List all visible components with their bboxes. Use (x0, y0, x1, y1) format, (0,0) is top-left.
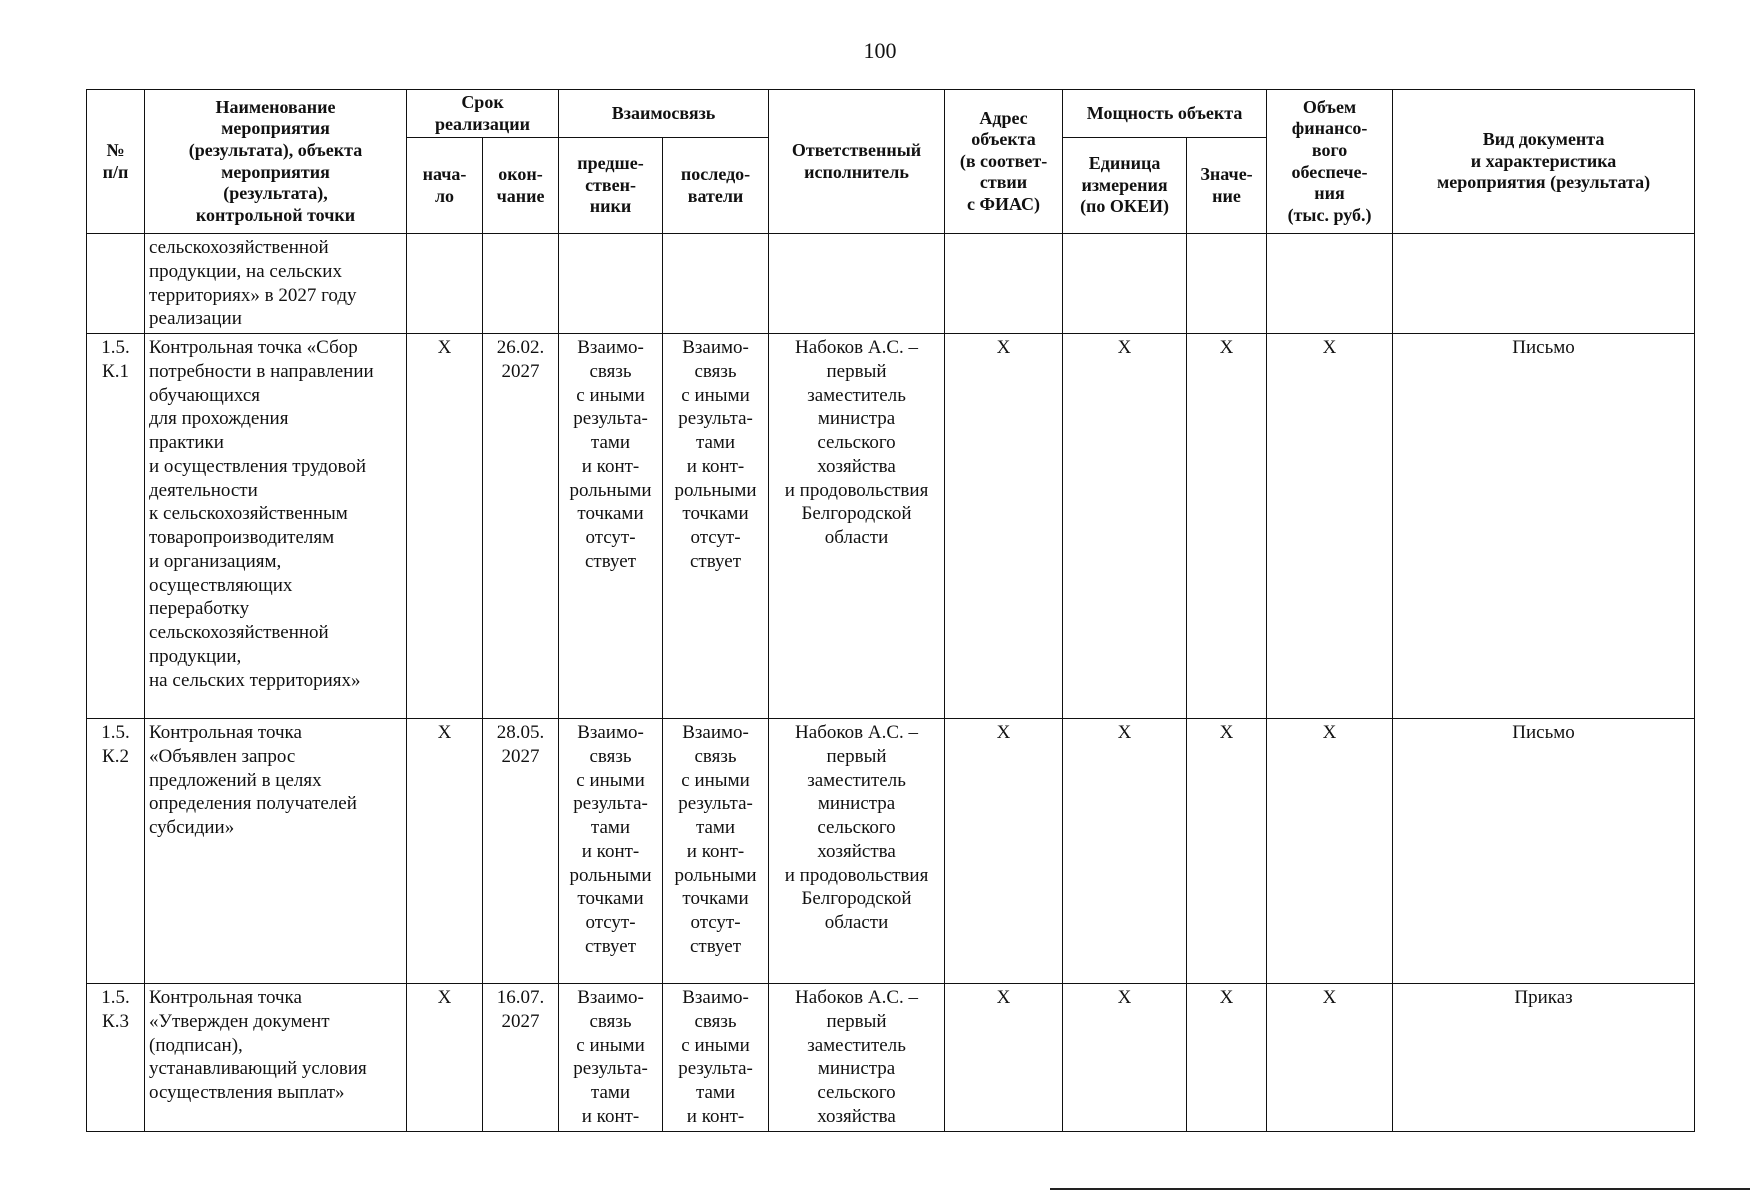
cell-num: 1.5. К.2 (87, 719, 145, 984)
page-number: 100 (863, 38, 897, 63)
header-num: № п/п (87, 90, 145, 234)
header-term: Срок реализации (407, 90, 559, 138)
cell-responsible: Набоков А.С. – первый заместитель министра сельского хозяйства (769, 984, 945, 1132)
cell-unit: Х (1063, 719, 1187, 984)
cell-successors: Взаимо- связь с иными результа- тами и конт- рольными точками отсут- ствует (663, 334, 769, 719)
plan-table (86, 89, 1695, 1132)
scan-edge-line (1050, 1188, 1750, 1190)
cell-value (1187, 234, 1267, 334)
header-address: Адрес объекта (в соответ- ствии с ФИАС) (945, 90, 1063, 234)
cell-responsible: Набоков А.С. – первый заместитель министра сельского хозяйства и продовольствия Белгородской области (769, 719, 945, 984)
header-value: Значе- ние (1187, 138, 1267, 234)
cell-start: Х (407, 334, 483, 719)
cell-unit: Х (1063, 984, 1187, 1132)
header-responsible: Ответственный исполнитель (769, 90, 945, 234)
cell-successors: Взаимо- связь с иными результа- тами и конт- рольными точками отсут- ствует (663, 719, 769, 984)
header-predecessors: предше- ствен- ники (559, 138, 663, 234)
cell-responsible: Набоков А.С. – первый заместитель министра сельского хозяйства и продовольствия Белгородской области (769, 334, 945, 719)
cell-finance: Х (1267, 984, 1393, 1132)
cell-end: 28.05. 2027 (483, 719, 559, 984)
cell-successors: Взаимо- связь с иными результа- тами и конт- (663, 984, 769, 1132)
cell-document: Письмо (1393, 334, 1695, 719)
table-row (87, 719, 1695, 984)
header-unit: Единица измерения (по ОКЕИ) (1063, 138, 1187, 234)
cell-document: Письмо (1393, 719, 1695, 984)
cell-finance: Х (1267, 334, 1393, 719)
cell-end: 26.02. 2027 (483, 334, 559, 719)
cell-document (1393, 234, 1695, 334)
cell-predecessors: Взаимо- связь с иными результа- тами и конт- рольными точками отсут- ствует (559, 334, 663, 719)
header-finance: Объем финансо- вого обеспече- ния (тыс. руб.) (1267, 90, 1393, 234)
cell-document: Приказ (1393, 984, 1695, 1132)
cell-name: Контрольная точка «Объявлен запрос предложений в целях определения получателей субсидии» (145, 719, 407, 984)
cell-predecessors (559, 234, 663, 334)
cell-start (407, 234, 483, 334)
header-start: нача- ло (407, 138, 483, 234)
cell-name: сельскохозяйственной продукции, на сельских территориях» в 2027 году реализации (145, 234, 407, 334)
cell-name: Контрольная точка «Сбор потребности в направлении обучающихся для прохождения практики и осуществления трудовой деятельности к сельскохозяйственным товаропроизводителям и организациям, осуществляющих переработку сельскохозяйственной продукции, на сельских территориях» (145, 334, 407, 719)
cell-predecessors: Взаимо- связь с иными результа- тами и конт- рольными точками отсут- ствует (559, 719, 663, 984)
header-capacity: Мощность объекта (1063, 90, 1267, 138)
cell-num (87, 234, 145, 334)
cell-start: Х (407, 984, 483, 1132)
table-header (87, 90, 1695, 234)
table-row (87, 984, 1695, 1132)
cell-responsible (769, 234, 945, 334)
cell-unit (1063, 234, 1187, 334)
cell-value: Х (1187, 334, 1267, 719)
cell-start: Х (407, 719, 483, 984)
cell-unit: Х (1063, 334, 1187, 719)
cell-address: Х (945, 334, 1063, 719)
header-name: Наименование мероприятия (результата), объекта мероприятия (результата), контрольной точки (145, 90, 407, 234)
header-end: окон- чание (483, 138, 559, 234)
cell-predecessors: Взаимо- связь с иными результа- тами и конт- (559, 984, 663, 1132)
table-body (87, 234, 1695, 1132)
cell-name: Контрольная точка «Утвержден документ (подписан), устанавливающий условия осуществления выплат» (145, 984, 407, 1132)
cell-successors (663, 234, 769, 334)
cell-value: Х (1187, 719, 1267, 984)
cell-address: Х (945, 719, 1063, 984)
header-link: Взаимосвязь (559, 90, 769, 138)
cell-value: Х (1187, 984, 1267, 1132)
cell-finance (1267, 234, 1393, 334)
header-successors: последо- ватели (663, 138, 769, 234)
cell-address: Х (945, 984, 1063, 1132)
cell-num: 1.5. К.1 (87, 334, 145, 719)
cell-end (483, 234, 559, 334)
table-row (87, 334, 1695, 719)
cell-num: 1.5. К.3 (87, 984, 145, 1132)
cell-address (945, 234, 1063, 334)
cell-end: 16.07. 2027 (483, 984, 559, 1132)
header-document: Вид документа и характеристика мероприятия (результата) (1393, 90, 1695, 234)
cell-finance: Х (1267, 719, 1393, 984)
table-row-continuation (87, 234, 1695, 334)
